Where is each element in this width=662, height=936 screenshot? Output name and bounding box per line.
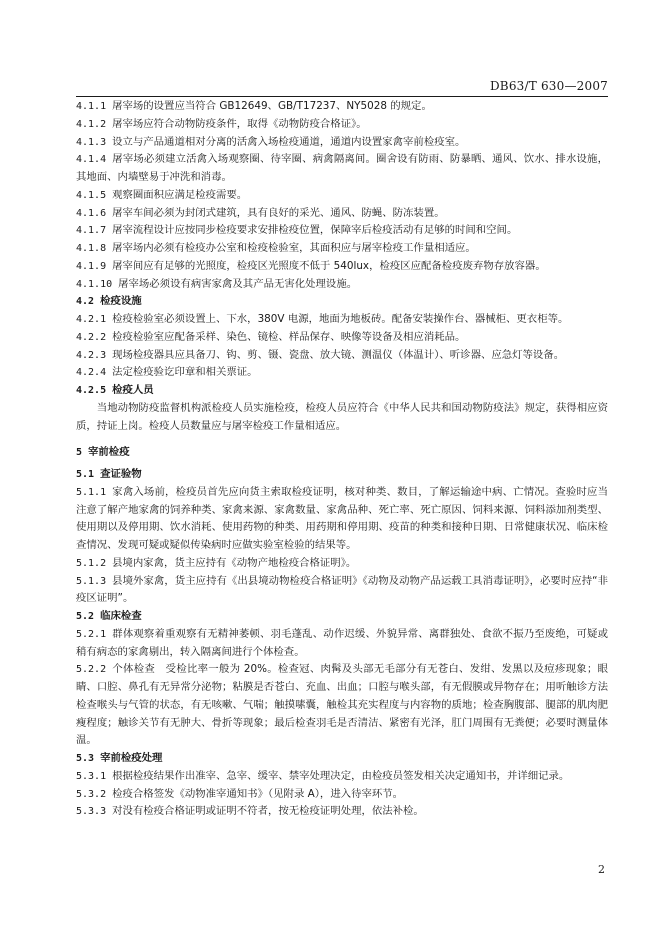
clause-4-1-6: 4.1.6 屠宰车间必须为封闭式建筑，具有良好的采光、通风、防蝇、防冻装置。 <box>76 206 445 219</box>
clause-4-1-3: 4.1.3 设立与产品通道相对分离的活禽入场检疫通道，通道内设置家禽宰前检疫室。 <box>76 135 466 148</box>
clause-4-1-5: 4.1.5 观察圈面积应满足检疫需要。 <box>76 188 248 201</box>
clause-4-1-10: 4.1.10 屠宰场必须设有病害家禽及其产品无害化处理设施。 <box>76 277 358 290</box>
page-number: 2 <box>598 863 605 876</box>
clause-4-1-9: 4.1.9 屠宰间应有足够的光照度，检疫区光照度不低于 540lux，检疫区应配备检疫废弃物存放容器。 <box>76 259 546 272</box>
clause-5-1-2: 5.1.2 县境内家禽，货主应持有《动物产地检疫合格证明》。 <box>76 556 357 569</box>
clause-4-1-7: 4.1.7 屠宰流程设计应按同步检疫要求安排检疫位置，保障宰后检疫活动有足够的时间和空间。 <box>76 224 518 237</box>
standard-code: DB63/T 630—2007 <box>489 79 608 93</box>
clause-4-2-3: 4.2.3 现场检疫器具应具备刀、钩、剪、镊、瓷盘、放大镜、测温仪（体温计）、听诊器、应急灯等设备。 <box>76 348 565 361</box>
heading-5: 5 宰前检疫 <box>76 446 130 459</box>
clause-4-2-2: 4.2.2 检疫检验室应配备采样、染色、镜检、样品保存、映像等设备及相应消耗品。 <box>76 330 466 343</box>
heading-5-2: 5.2 临床检查 <box>76 610 142 622</box>
clause-4-1-2: 4.1.2 屠宰场应符合动物防疫条件，取得《动物防疫合格证》。 <box>76 117 367 130</box>
clause-5-3-3: 5.3.3 对没有检疫合格证明或证明不符者，按无检疫证明处理，依法补检。 <box>76 805 424 818</box>
clause-4-2-4: 4.2.4 法定检疫验讫印章和相关票证。 <box>76 366 258 379</box>
clause-5-2-1: 5.2.1 群体观察着重观察有无精神萎顿、羽毛蓬乱、动作迟缓、外貌异常、离群独处、食欲不振乃至废绝，可疑或稍有病态的家禽剔出，转入隔离间进行个体检查。 <box>76 627 608 658</box>
heading-4-2-5: 4.2.5 检疫人员 <box>76 384 154 396</box>
clause-5-1-1: 5.1.1 家禽入场前，检疫员首先应向货主索取检疫证明，核对种类、数目，了解运输途中病、亡情况。查验时应当注意了解产地家禽的饲养种类、家禽来源、家禽数量、家禽品种、死亡率、死亡原因、饲料来源、饲料添加剂类型、使用期以及停用期、饮水消耗、使用药物的种类、用药期和停用期、疫苗的种类和接种日期、日常健康状况、临床检查情况、发现可疑或疑似传染病时应做实验室检验的结果等。 <box>76 485 608 551</box>
clause-4-1-1: 4.1.1 屠宰场的设置应当符合 GB12649、GB/T17237、NY5028 的规定。 <box>76 100 432 112</box>
page-body <box>76 98 608 821</box>
clause-4-2-1: 4.2.1 检疫检验室必须设置上、下水，380V 电源，地面为地板砖。配备安装操作台、器械柜、更衣柜等。 <box>76 313 569 325</box>
clause-5-3-1: 5.3.1 根据检疫结果作出准宰、急宰、缓宰、禁宰处理决定，由检疫员签发相关决定通知书，并详细记录。 <box>76 769 570 782</box>
heading-5-3: 5.3 宰前检疫处理 <box>76 752 163 764</box>
clause-5-2-2: 5.2.2 个体检查 受检比率一般为 20%。检查冠、肉髯及头部无毛部分有无苍白、发绀、发黑以及痘疹现象；眼睛、口腔、鼻孔有无异常分泌物；粘膜是否苍白、充血、出血；口腔与喉头部，有无假膜或异物存在；用听触诊方法检查喉头与气管的状态，有无咳嗽、气喘；触摸嗉囊，触检其充实程度与内容物的质地；检查胸腹部、腿部的肌肉肥瘦程度；触诊关节有无肿大、骨折等现象；最后检查羽毛是否清洁、紧密有光泽，肛门周围有无粪便；必要时测量体温。 <box>76 663 608 747</box>
clause-5-3-2: 5.3.2 检疫合格签发《动物准宰通知书》（见附录 A），进入待宰环节。 <box>76 787 404 800</box>
heading-5-1: 5.1 查证验物 <box>76 468 142 480</box>
header-rule <box>76 96 608 97</box>
heading-4-2: 4.2 检疫设施 <box>76 295 142 308</box>
clause-4-1-4: 4.1.4 屠宰场必须建立活禽入场观察圈、待宰圈、病禽隔离间。圈舍设有防雨、防暴晒、通风、饮水、排水设施，其地面、内墙壁易于冲洗和消毒。 <box>76 153 608 183</box>
clause-4-1-8: 4.1.8 屠宰场内必须有检疫办公室和检疫检验室，其面积应与屠宰检疫工作量相适应。 <box>76 242 476 254</box>
clause-4-2-5-text: 当地动物防疫监督机构派检疫人员实施检疫，检疫人员应符合《中华人民共和国动物防疫法》规定，获得相应资质，持证上岗。检疫人员数量应与屠宰检疫工作量相适应。 <box>76 401 608 432</box>
clause-5-1-3: 5.1.3 县境外家禽，货主应持有《出县境动物检疫合格证明》《动物及动物产品运载工具消毒证明》，必要时应持“非疫区证明”。 <box>76 574 608 605</box>
